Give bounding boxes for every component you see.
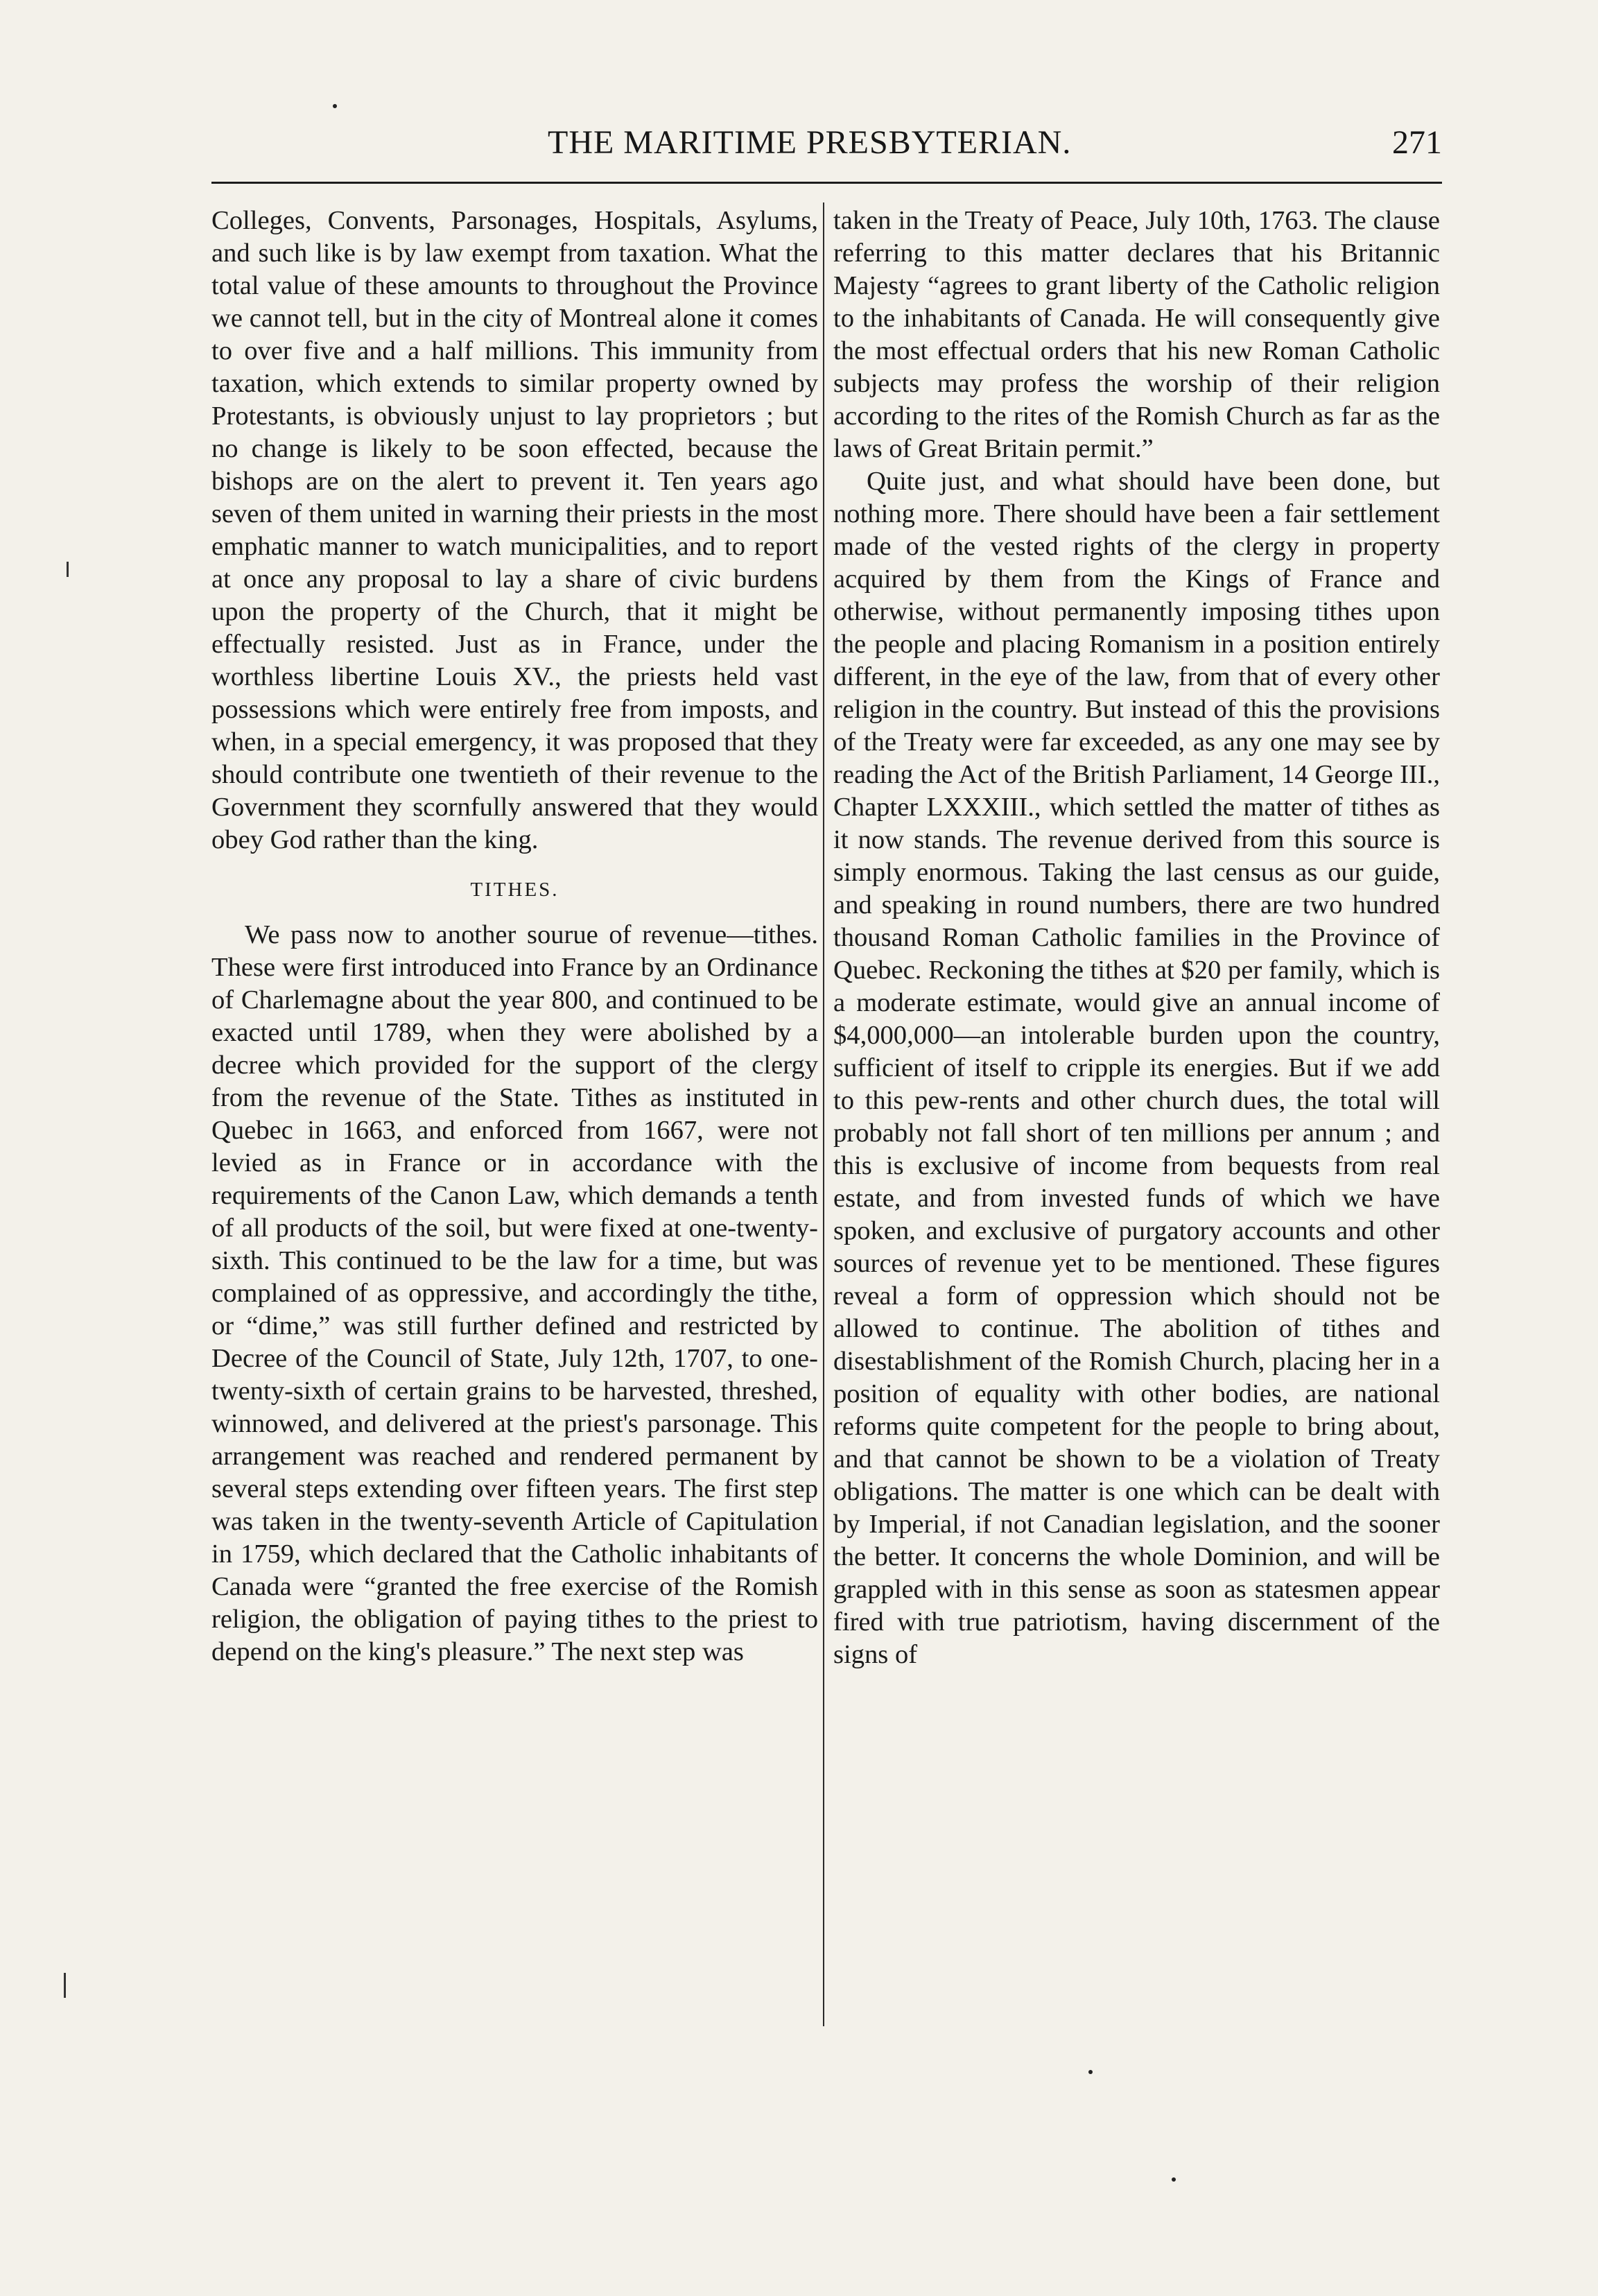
- print-speck: [1172, 2177, 1176, 2182]
- right-paragraph-1: taken in the Treaty of Peace, July 10th, 1763. The clause referring to this matter declares that his Britannic Majesty “agrees to grant liberty of the Catholic religion to the inhabitants of Canada. He will consequently give the most effectual orders that his new Roman Catholic subjects may profess the worship of their religion according to the rites of the Romish Church as far as the laws of Great Britain permit.”: [833, 206, 1440, 463]
- running-head: [208, 111, 1442, 166]
- margin-mark: [64, 1973, 66, 1998]
- print-speck: [1088, 2070, 1093, 2074]
- page-number: 271: [1392, 124, 1442, 161]
- left-paragraph-1: Colleges, Convents, Parsonages, Hospitals, Asylums, and such like is by law exempt from taxation. What the total value of these amounts to throughout the Province we cannot tell, but in the city of Montreal alone it comes to over five and a half millions. This immunity from taxation, which extends to similar property owned by Protestants, is obviously unjust to lay proprietors ; but no change is likely to be soon effected, because the bishops are on the alert to prevent it. Ten years ago seven of them united in warning their priests in the most emphatic manner to watch municipalities, and to report at once any proposal to lay a share of civic burdens upon the property of the Church, that it might be effectually resisted. Just as in France, under the worthless libertine Louis XV., the priests held vast possessions which were entirely free from imposts, and when, in a special emergency, it was proposed that they should contribute one twentieth of their revenue to the Government they scornfully answered that they would obey God rather than the king.: [211, 206, 818, 854]
- column-divider: [823, 202, 824, 2026]
- right-paragraph-2: Quite just, and what should have been done, but nothing more. There should have been a fair settlement made of the vested rights of the clergy in property acquired by them from the Kings of France and otherwise, without permanently imposing tithes upon the people and placing Romanism in a position entirely different, in the eye of the law, from that of every other religion in the country. But instead of this the provisions of the Treaty were far exceeded, as any one may see by reading the Act of the British Parliament, 14 George III., Chapter LXXXIII., which settled the matter of tithes as it now stands. The revenue derived from this source is simply enormous. Taking the last census as our guide, and speaking in round numbers, there are two hundred thousand Roman Catholic families in the Province of Quebec. Reckoning the tithes at $20 per family, which is a moderate estimate, would give an annual income of $4,000,000—an intolerable burden upon the country, sufficient of itself to cripple its energies. But if we add to this pew-rents and other church dues, the total will probably not fall short of ten millions per annum ; and this is exclusive of income from bequests from real estate, and from invested funds of which we have spoken, and exclusive of purgatory accounts and other sources of revenue yet to be mentioned. These figures reveal a form of oppression which should not be allowed to continue. The abolition of tithes and disestablishment of the Romish Church, placing her in a position of equality with other bodies, are national reforms quite competent for the people to bring about, and that cannot be shown to be a violation of Treaty obligations. The matter is one which can be dealt with by Imperial, if not Canadian legislation, and the sooner the better. It concerns the whole Dominion, and will be grappled with in this sense as soon as statesmen appear fired with true patriotism, having discernment of the signs of: [833, 467, 1440, 1669]
- print-speck: [333, 104, 337, 108]
- running-title: THE MARITIME PRESBYTERIAN.: [548, 124, 1072, 161]
- header-rule: [211, 182, 1442, 184]
- margin-mark: [67, 562, 69, 577]
- left-column: [211, 205, 818, 1668]
- section-heading-tithes: TITHES.: [470, 879, 559, 901]
- left-paragraph-2: We pass now to another sourue of revenue—tithes. These were first introduced into France by an Ordinance of Charlemagne about the year 800, and continued to be exacted until 1789, when they were abolished by a decree which provided for the support of the clergy from the revenue of the State. Tithes as instituted in Quebec in 1663, and enforced from 1667, were not levied as in France or in accordance with the requirements of the Canon Law, which demands a tenth of all products of the soil, but were fixed at one-twenty-sixth. This continued to be the law for a time, but was complained of as oppressive, and accordingly the tithe, or “dime,” was still further defined and restricted by Decree of the Council of State, July 12th, 1707, to one-twenty-sixth of certain grains to be harvested, threshed, winnowed, and delivered at the priest's parsonage. This arrangement was reached and rendered permanent by several steps extending over fifteen years. The first step was taken in the twenty-seventh Article of Capitulation in 1759, which declared that the Catholic inhabitants of Canada were “granted the free exercise of the Romish religion, the obligation of paying tithes to the priest to depend on the king's pleasure.” The next step was: [211, 920, 818, 1666]
- right-column: [833, 205, 1440, 1671]
